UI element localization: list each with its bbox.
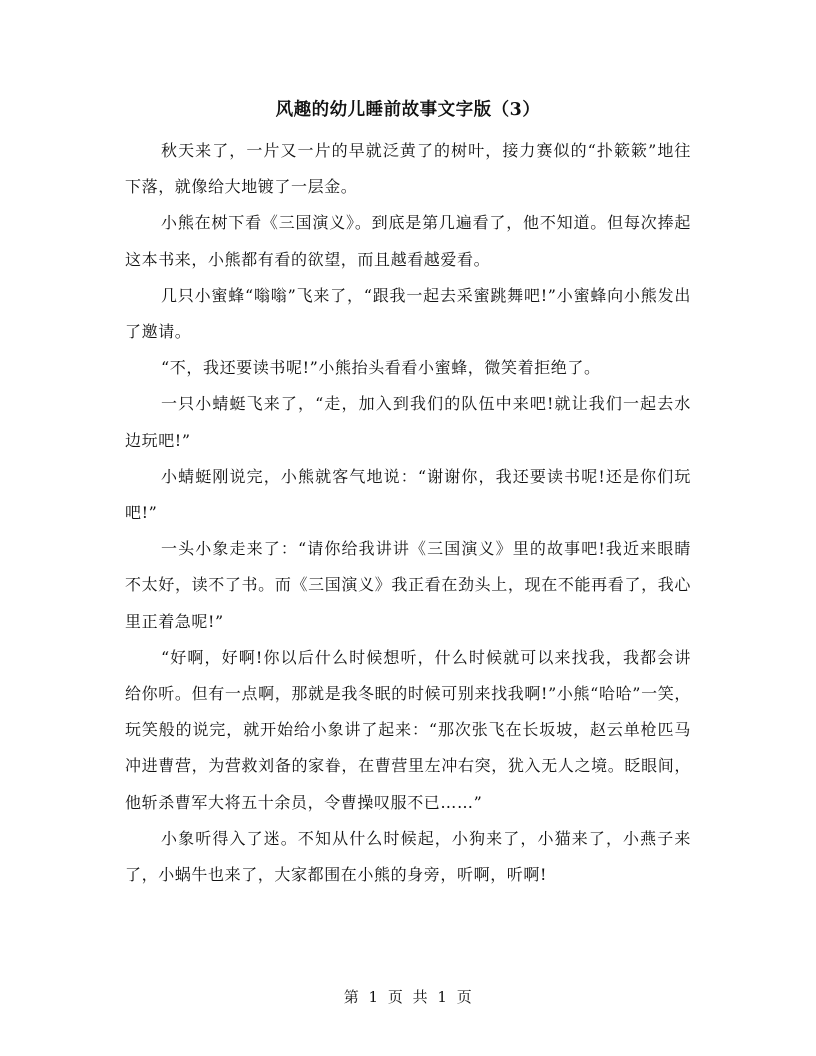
paragraph-3: 几只小蜜蜂“嗡嗡”飞来了，“跟我一起去采蜜跳舞吧!”小蜜蜂向小熊发出了邀请。	[125, 285, 691, 342]
paragraph-4: “不，我还要读书呢!”小熊抬头看看小蜜蜂，微笑着拒绝了。	[161, 358, 601, 378]
paragraph-8: “好啊，好啊!你以后什么时候想听，什么时候就可以来找我，我都会讲给你听。但有一点啊，那就是我冬眠的时候可别来找我啊!”小熊“哈哈”一笑，玩笑般的说完，就开始给小象讲了起来：“那次张飞在长坂坡，赵云单枪匹马冲进曹营，为营救刘备的家眷，在曹营里左冲右突，犹入无人之境。眨眼间，他斩杀曹军大将五十余员，令曹操叹服不已……”	[125, 647, 691, 812]
document-title: 风趣的幼儿睡前故事文字版（3）	[275, 100, 541, 120]
document-body	[125, 133, 691, 893]
paragraph-2: 小熊在树下看《三国演义》。到底是第几遍看了，他不知道。但每次捧起这本书来，小熊都有看的欲望，而且越看越爱看。	[125, 213, 691, 269]
paragraph-1: 秋天来了，一片又一片的早就泛黄了的树叶，接力赛似的“扑簌簌”地往下落，就像给大地镀了一层金。	[125, 141, 691, 197]
paragraph-5: 一只小蜻蜓飞来了，“走，加入到我们的队伍中来吧!就让我们一起去水边玩吧!”	[125, 394, 691, 450]
page-footer: 第 1 页 共 1 页	[343, 988, 473, 1006]
paragraph-7: 一头小象走来了：“请你给我讲讲《三国演义》里的故事吧!我近来眼睛不太好，读不了书。而《三国演义》我正看在劲头上，现在不能再看了，我心里正着急呢!”	[125, 539, 691, 631]
paragraph-9: 小象听得入了迷。不知从什么时候起，小狗来了，小猫来了，小燕子来了，小蜗牛也来了，大家都围在小熊的身旁，听啊，听啊!	[125, 828, 691, 885]
paragraph-6: 小蜻蜓刚说完，小熊就客气地说：“谢谢你，我还要读书呢!还是你们玩吧!”	[125, 466, 691, 523]
